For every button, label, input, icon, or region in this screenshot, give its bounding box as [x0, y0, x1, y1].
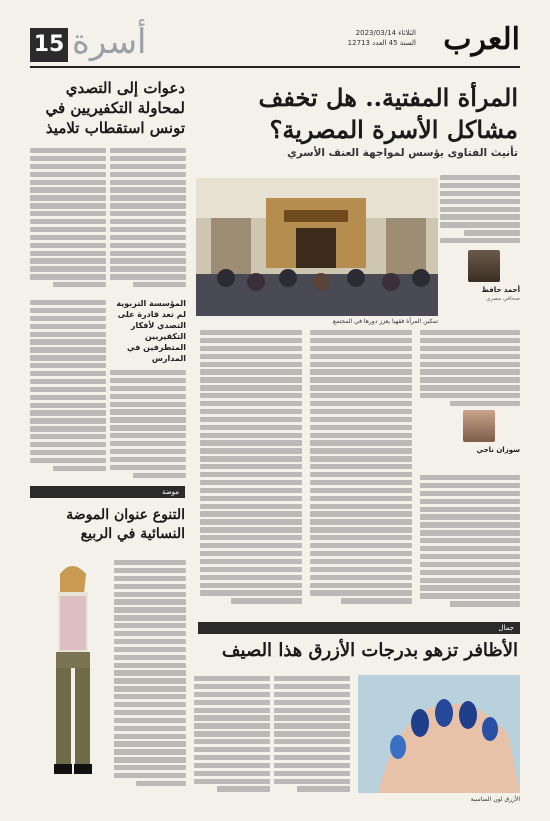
- main-intro-text: [440, 175, 520, 245]
- nails-headline: الأظافر تزهو بدرجات الأزرق هذا الصيف: [221, 640, 518, 661]
- author-role: صحافي مصري: [486, 296, 520, 302]
- fashion-section-tab: موضة: [30, 486, 185, 498]
- fashion-headline: التنوع عنوان الموضة النسائية في الربيع: [66, 507, 185, 542]
- left-body-col-a: [110, 148, 186, 293]
- main-photo-caption: تمكين المرأة فقهيا يعزز دورها في المجتمع: [332, 318, 438, 325]
- main-subheadline: تأنيث الفتاوى يؤسس لمواجهة العنف الأسري: [287, 147, 518, 159]
- section-title-text: أسرة: [72, 22, 147, 62]
- main-photo: [196, 178, 438, 316]
- author-name: أحمد حافظ: [481, 286, 520, 294]
- author-box: [450, 250, 520, 316]
- left-headline: دعوات إلى التصدي لمحاولة التكفيريين في تونس استقطاب تلاميذ: [45, 79, 185, 137]
- second-author-name: سوزان ناجي: [476, 446, 520, 454]
- left-pull-quote: المؤسسة التربوية لم تعد قادرة على التصدي لأفكار التكفيريين المتطرفين في المدارس: [116, 299, 186, 363]
- main-headline: المرأة المفتية.. هل تخفف مشاكل الأسرة المصرية؟: [258, 83, 518, 144]
- author-photo: [468, 250, 500, 282]
- issue-meta: [326, 28, 416, 48]
- page-number: 15: [30, 28, 68, 62]
- issue-line: السنة 45 العدد 12713: [347, 39, 416, 47]
- main-body-col-1: [420, 330, 520, 410]
- header-rule: [30, 66, 520, 68]
- beauty-section-tab: جمال: [198, 622, 520, 634]
- nails-photo-caption: الأزرق لون المناسبة: [470, 796, 520, 803]
- main-body-col-3: [200, 330, 302, 615]
- nails-body-col-b: [194, 676, 270, 798]
- fashion-photo: [30, 560, 110, 788]
- date-line: الثلاثاء 2023/03/14: [355, 29, 416, 37]
- left-body-col-d: [30, 300, 106, 478]
- masthead-logo: العرب: [443, 22, 520, 57]
- left-body-col-c: [110, 370, 186, 478]
- nails-body-col-a: [274, 676, 350, 798]
- fashion-body-col-a: [114, 560, 186, 796]
- second-author-box: [445, 410, 520, 470]
- section-title: [72, 22, 192, 62]
- left-body-col-b: [30, 148, 106, 293]
- main-body-col-2: [310, 330, 412, 615]
- second-author-photo: [463, 410, 495, 442]
- main-body-col-1b: [420, 475, 520, 615]
- nails-photo: [358, 675, 520, 793]
